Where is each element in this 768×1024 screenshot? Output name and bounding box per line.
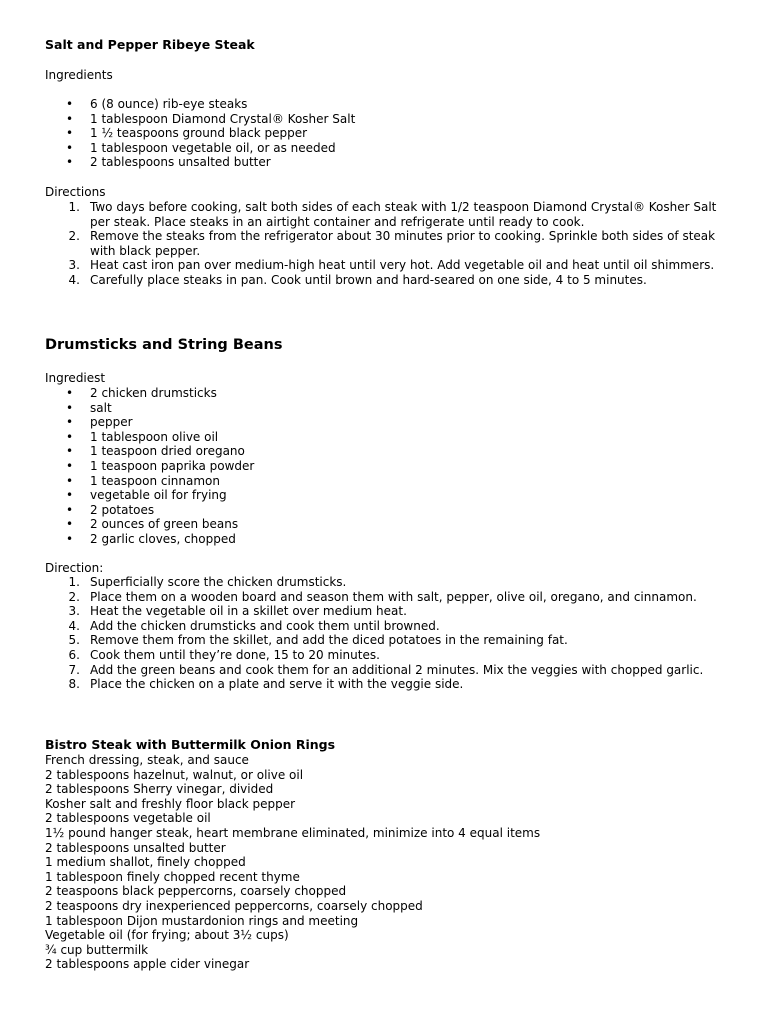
- recipe-2-title: Drumsticks and String Beans: [45, 337, 283, 353]
- list-item: Heat cast iron pan over medium-high heat until very hot. Add vegetable oil and heat until oil shimmers.: [90, 258, 715, 273]
- list-item: Place the chicken on a plate and serve it with the veggie side.: [90, 677, 464, 692]
- list-item: Place them on a wooden board and season them with salt, pepper, olive oil, oregano, and cinnamon.: [90, 589, 697, 604]
- list-item: • 1 teaspoon dried oregano: [45, 444, 735, 459]
- list-item: • pepper: [45, 415, 735, 430]
- list-item: ¾ cup buttermilk: [45, 942, 149, 957]
- list-item: Carefully place steaks in pan. Cook until brown and hard-seared on one side, 4 to 5 minutes.: [90, 272, 647, 287]
- list-item: 1½ pound hanger steak, heart membrane eliminated, minimize into 4 equal items: [45, 825, 541, 840]
- list-item: • salt: [45, 401, 735, 416]
- list-item: 1 medium shallot, finely chopped: [45, 855, 246, 870]
- list-item: Kosher salt and freshly floor black pepper: [45, 796, 296, 811]
- list-item: • 1 teaspoon cinnamon: [45, 474, 735, 489]
- list-item: Heat the vegetable oil in a skillet over medium heat.: [90, 604, 407, 619]
- list-item: Vegetable oil (for frying; about 3½ cups): [45, 928, 289, 943]
- recipe-3-title: Bistro Steak with Buttermilk Onion Rings: [45, 737, 336, 752]
- list-item: French dressing, steak, and sauce: [45, 753, 249, 767]
- recipe-1-ingredient-list: [45, 97, 735, 170]
- list-item: • 2 tablespoons unsalted butter: [45, 155, 735, 170]
- recipe-2-ingredients-label: Ingrediest: [45, 371, 106, 385]
- list-item: • 1 teaspoon paprika powder: [45, 459, 735, 474]
- list-item: Add the chicken drumsticks and cook them until browned.: [90, 618, 440, 633]
- list-item: • 6 (8 ounce) rib-eye steaks: [45, 97, 735, 112]
- list-item: 2 tablespoons Sherry vinegar, divided: [45, 782, 274, 797]
- list-item: • vegetable oil for frying: [45, 488, 735, 503]
- recipe-2-directions-label: Direction:: [45, 561, 104, 575]
- list-item: • 2 ounces of green beans: [45, 517, 735, 532]
- list-item: 2 tablespoons apple cider vinegar: [45, 957, 250, 972]
- list-item: 2 tablespoons unsalted butter: [45, 840, 226, 855]
- list-item: • 1 tablespoon Diamond Crystal® Kosher Salt: [45, 112, 735, 127]
- list-item: • 1 tablespoon olive oil: [45, 430, 735, 445]
- list-item: Add the green beans and cook them for an additional 2 minutes. Mix the veggies with chopped garlic.: [90, 662, 704, 677]
- list-item: Cook them until they’re done, 15 to 20 minutes.: [90, 647, 380, 662]
- list-item: 2 tablespoons vegetable oil: [45, 811, 211, 826]
- list-item: • 1 tablespoon vegetable oil, or as needed: [45, 141, 735, 156]
- recipe-1-direction-list: [45, 200, 735, 288]
- list-item: 2 teaspoons dry inexperienced peppercorns, coarsely chopped: [45, 898, 423, 913]
- list-item: 1 tablespoon Dijon mustardonion rings and meeting: [45, 913, 359, 928]
- recipe-1-directions-label: Directions: [45, 185, 106, 199]
- recipe-2-direction-list: [45, 575, 735, 692]
- list-item: Superficially score the chicken drumsticks.: [90, 575, 347, 589]
- recipe-1-title: Salt and Pepper Ribeye Steak: [45, 37, 255, 52]
- recipe-1-ingredients-label: Ingredients: [45, 68, 113, 82]
- list-item: • 2 garlic cloves, chopped: [45, 532, 735, 547]
- list-item: • 1 ½ teaspoons ground black pepper: [45, 126, 735, 141]
- list-item: Two days before cooking, salt both sides of each steak with 1/2 teaspoon Diamond Crystal® Kosher Salt per steak. Place steaks in an airtight container and refrigerate until ready to cook.: [90, 200, 717, 229]
- list-item: 2 teaspoons black peppercorns, coarsely chopped: [45, 884, 347, 899]
- list-item: Remove them from the skillet, and add the diced potatoes in the remaining fat.: [90, 633, 568, 648]
- list-item: • 2 chicken drumsticks: [45, 386, 735, 401]
- list-item: Remove the steaks from the refrigerator about 30 minutes prior to cooking. Sprinkle both sides of steak with black pepper.: [90, 229, 716, 258]
- recipe-3-ingredient-lines: [45, 753, 540, 972]
- list-item: 2 tablespoons hazelnut, walnut, or olive oil: [45, 767, 304, 782]
- list-item: • 2 potatoes: [45, 503, 735, 518]
- list-item: 1 tablespoon finely chopped recent thyme: [45, 869, 300, 884]
- recipe-2-ingredient-list: [45, 386, 735, 547]
